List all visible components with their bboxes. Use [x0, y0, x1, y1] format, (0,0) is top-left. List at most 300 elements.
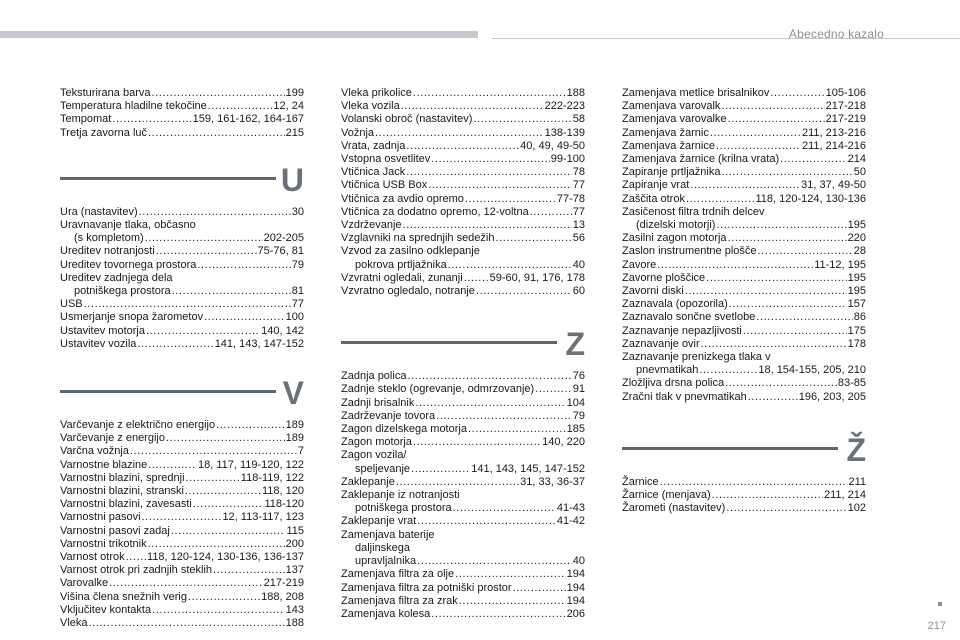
index-entry	[622, 179, 866, 192]
entry-label: Ureditev zadnjega dela	[60, 271, 173, 284]
dot-leader	[139, 206, 291, 219]
dot-leader	[375, 127, 544, 140]
index-entry	[341, 153, 585, 166]
index-entry	[60, 285, 304, 298]
entry-label: Ustavitev vozila	[60, 337, 137, 350]
entry-label: Žarnice	[622, 475, 659, 488]
dot-leader	[428, 179, 572, 192]
index-entry	[60, 272, 304, 285]
index-entry	[60, 498, 304, 511]
entry-label: pokrova prtljažnika	[355, 258, 447, 271]
entry-pages: 141, 143, 147-152	[214, 337, 304, 350]
entry-pages: 140, 142	[261, 324, 304, 337]
dot-leader	[716, 140, 801, 153]
index-entry	[622, 338, 866, 351]
index-entry	[341, 272, 585, 285]
entry-pages: 189	[285, 419, 304, 432]
entry-label: Zamenjava filtra za zrak	[341, 594, 458, 607]
dot-leader	[145, 232, 263, 245]
entry-label: Žarometi (nastavitev)	[622, 502, 726, 515]
index-entry	[622, 113, 866, 126]
entry-label: Zaznavanje nepazljivosti	[622, 324, 742, 337]
entry-label: Vtičnica USB Box	[341, 179, 428, 192]
entry-label: Zamenjava žarnice	[622, 139, 715, 152]
entry-pages: 104	[566, 396, 585, 409]
dot-leader	[770, 87, 824, 100]
dot-leader	[166, 432, 285, 445]
index-entry	[341, 219, 585, 232]
entry-label: Zaščita otrok	[622, 192, 685, 205]
entry-pages: 189	[285, 432, 304, 445]
entry-pages: 188	[566, 87, 585, 99]
entry-pages: 77	[572, 179, 585, 192]
entry-label: Zagon dizelskega motorja	[341, 423, 467, 436]
entry-label: Vzvratni ogledali, zunanji	[341, 271, 463, 284]
index-entry	[341, 608, 585, 621]
dot-leader	[148, 538, 285, 551]
entry-pages: 59-60, 91, 176, 178	[489, 271, 585, 284]
entry-label: Zaznavanje prenizkega tlaka v	[622, 351, 771, 364]
entry-label: Vstopna osvetlitev	[341, 153, 431, 166]
dot-leader	[436, 410, 572, 423]
entry-pages: 7	[297, 445, 304, 458]
entry-label: Zavore	[622, 258, 657, 271]
entry-pages: 220	[847, 232, 866, 245]
entry-label: (dizelski motorji)	[636, 219, 716, 232]
index-entry	[341, 193, 585, 206]
entry-label: Zamenjava metlice brisalnikov	[622, 87, 770, 99]
index-entry	[341, 436, 585, 449]
index-entry	[622, 298, 866, 311]
entry-label: Varnostni blazini, zavesasti	[60, 498, 192, 511]
index-entry	[341, 383, 585, 396]
index-entry	[60, 325, 304, 338]
entry-pages: 194	[566, 594, 585, 607]
dot-leader	[84, 298, 291, 311]
index-entry	[60, 206, 304, 219]
entry-label: upravljalnika	[355, 555, 417, 568]
entry-label: Teksturirana barva	[60, 87, 151, 99]
dot-leader	[413, 436, 541, 449]
entry-pages: 196, 203, 205	[798, 390, 866, 403]
index-entry	[341, 370, 585, 383]
entry-label: Vzdrževanje	[341, 219, 402, 232]
dot-leader	[726, 502, 846, 515]
page-number: 217	[927, 620, 946, 632]
dot-leader	[706, 272, 846, 285]
index-entry	[60, 459, 304, 472]
index-entry	[341, 502, 585, 515]
dot-leader	[725, 377, 837, 390]
entry-pages: 211	[848, 475, 866, 488]
entry-pages: 195	[847, 271, 866, 284]
entry-pages: 31, 33, 36-37	[520, 475, 585, 488]
entry-label: potniškega prostora	[355, 502, 452, 515]
entry-label: Zaklepanje iz notranjosti	[341, 489, 460, 502]
dot-leader	[729, 298, 847, 311]
entry-label: Zagon vozila/	[341, 449, 407, 462]
index-entry	[60, 591, 304, 604]
entry-label: Vtičnica Jack	[341, 166, 406, 179]
entry-label: Zamenjava žarnic	[622, 126, 709, 139]
entry-label: Temperatura hladilne tekočine	[60, 100, 207, 113]
dot-leader	[146, 325, 260, 338]
dot-leader	[130, 445, 297, 458]
index-entry	[622, 272, 866, 285]
index-entry	[622, 206, 866, 219]
dot-leader	[464, 272, 489, 285]
dot-leader	[142, 511, 222, 524]
entry-pages: 77-78	[556, 192, 585, 205]
entry-pages: 214	[847, 153, 866, 166]
index-entry	[60, 298, 304, 311]
entry-label: pnevmatikah	[636, 364, 699, 377]
entries-v	[60, 419, 304, 630]
index-entry	[60, 577, 304, 590]
index-entry	[60, 617, 304, 630]
entry-label: Zamenjava žarnice (krilna vrata)	[622, 153, 780, 166]
entry-pages: 118-120	[264, 498, 304, 511]
section-bar	[622, 447, 838, 450]
index-entry	[622, 377, 866, 390]
entry-label: Višina člena snežnih verig	[60, 590, 187, 603]
index-entry	[622, 166, 866, 179]
dot-leader	[109, 577, 263, 590]
dot-leader	[396, 476, 519, 489]
entries-zh	[622, 476, 866, 516]
dot-leader	[431, 608, 565, 621]
dot-leader	[417, 515, 556, 528]
dot-leader	[406, 140, 519, 153]
entry-pages: 118, 120	[261, 485, 304, 498]
entry-pages: 79	[572, 409, 585, 422]
dot-leader	[468, 423, 566, 436]
index-entry	[60, 338, 304, 351]
entry-label: Zadnja polica	[341, 370, 407, 383]
entry-label: Zadrževanje tovora	[341, 409, 436, 422]
dot-leader	[448, 259, 572, 272]
index-entry	[622, 259, 866, 272]
dot-leader	[403, 219, 572, 232]
index-column-3	[622, 87, 866, 515]
entry-label: Tempomat	[60, 113, 112, 126]
index-entry	[60, 538, 304, 551]
entry-pages: 140, 220	[542, 436, 585, 449]
dot-leader	[197, 259, 290, 272]
dot-leader	[712, 489, 823, 502]
entry-label: Vleka vozila	[341, 100, 400, 113]
index-entry	[622, 285, 866, 298]
entry-label: Vtičnica za dodatno opremo, 12-voltna	[341, 205, 529, 218]
index-entry	[341, 113, 585, 126]
dot-leader	[758, 245, 853, 258]
index-entry	[341, 87, 585, 100]
entry-label: Vzvod za zasilno odklepanje	[341, 245, 480, 258]
entry-pages: 76	[572, 370, 585, 383]
entry-pages: 199	[285, 87, 304, 99]
index-entry	[60, 311, 304, 324]
index-entry	[341, 166, 585, 179]
entry-pages: 81	[291, 285, 304, 298]
entry-label: Zaznavalo sončne svetlobe	[622, 311, 756, 324]
entry-label: Zasilni zagon motorja	[622, 232, 727, 245]
index-entry	[60, 445, 304, 458]
entry-label: Varčevanje z električno energijo	[60, 419, 216, 432]
index-entry	[622, 127, 866, 140]
dot-leader	[756, 311, 852, 324]
section-bar	[60, 390, 276, 393]
dot-leader	[513, 582, 566, 595]
entry-label: Zadnji brisalnik	[341, 396, 415, 409]
entry-label: Zadnje steklo (ogrevanje, odmrzovanje)	[341, 383, 535, 396]
dot-leader	[126, 551, 146, 564]
index-entry	[60, 113, 304, 126]
entry-pages: 77	[572, 205, 585, 218]
dot-leader	[690, 179, 800, 192]
page-title: Abecedno kazalo	[788, 27, 884, 41]
dot-leader	[193, 498, 264, 511]
entry-label: (s kompletom)	[74, 232, 144, 245]
entry-label: Varčevanje z energijo	[60, 432, 165, 445]
dot-leader	[148, 127, 285, 140]
dot-leader	[748, 391, 798, 404]
index-entry	[60, 87, 304, 100]
entry-pages: 195	[847, 219, 866, 232]
entry-pages: 141, 143, 145, 147-152	[471, 462, 585, 475]
entry-label: Zamenjava kolesa	[341, 607, 431, 620]
index-entry	[60, 432, 304, 445]
dot-leader	[411, 463, 470, 476]
dot-leader	[455, 568, 566, 581]
index-entry	[622, 476, 866, 489]
dot-leader	[465, 193, 556, 206]
section-bar	[341, 341, 557, 344]
dot-leader	[204, 311, 285, 324]
entry-label: Vožnja	[341, 126, 375, 139]
entry-label: Varnostni pasovi zadaj	[60, 524, 170, 537]
dot-leader	[415, 397, 565, 410]
entry-pages: 105-106	[825, 87, 866, 99]
entry-pages: 100	[285, 311, 304, 324]
dot-leader	[699, 364, 757, 377]
dot-leader	[185, 485, 261, 498]
entry-label: Vzvratno ogledalo, notranje	[341, 285, 475, 298]
entry-label: Varčna vožnja	[60, 445, 129, 458]
entry-pages: 56	[572, 232, 585, 245]
dot-leader	[407, 370, 571, 383]
dot-leader	[171, 525, 286, 538]
entry-label: Ura (nastavitev)	[60, 205, 138, 218]
entry-pages: 217-218	[825, 100, 866, 113]
index-entry	[341, 423, 585, 436]
index-entry	[60, 219, 304, 232]
entry-pages: 188	[285, 617, 304, 630]
entry-label: Zagon motorja	[341, 436, 412, 449]
entry-pages: 28	[853, 245, 866, 258]
entry-label: Zamenjava filtra za potniški prostor	[341, 581, 512, 594]
dot-leader	[431, 153, 549, 166]
dot-leader	[89, 617, 285, 630]
entry-pages: 195	[847, 285, 866, 298]
index-entry	[622, 325, 866, 338]
index-entry	[622, 311, 866, 324]
index-entry	[622, 245, 866, 258]
entry-label: Uravnavanje tlaka, občasno	[60, 219, 196, 232]
entry-pages: 222-223	[544, 100, 585, 113]
entry-label: Varovalke	[60, 577, 109, 590]
dot-leader	[172, 285, 291, 298]
entry-label: Vleka	[60, 617, 88, 630]
entry-pages: 91	[572, 383, 585, 396]
index-entry	[622, 100, 866, 113]
entry-label: Varnostni pasovi	[60, 511, 141, 524]
entry-label: Volanski obroč (nastavitev)	[341, 113, 473, 126]
entry-label: USB	[60, 298, 83, 311]
dot-leader	[406, 166, 572, 179]
dot-leader	[459, 595, 566, 608]
entry-pages: 79	[291, 258, 304, 271]
entry-pages: 185	[566, 423, 585, 436]
entry-pages: 211, 214-216	[801, 139, 866, 152]
index-entry	[341, 100, 585, 113]
index-entry	[341, 476, 585, 489]
entry-pages: 58	[572, 113, 585, 126]
dot-leader	[156, 245, 257, 258]
dot-leader	[413, 87, 566, 100]
entry-label: Vleka prikolice	[341, 87, 412, 99]
entries-z-cont	[622, 87, 866, 404]
dot-leader	[780, 153, 847, 166]
dot-leader	[721, 100, 824, 113]
entry-label: Zračni tlak v pnevmatikah	[622, 390, 747, 403]
dot-leader	[716, 219, 846, 232]
index-entry	[60, 419, 304, 432]
entry-label: potniškega prostora	[74, 285, 171, 298]
index-entry	[622, 364, 866, 377]
entry-pages: 41-42	[556, 515, 585, 528]
index-entry	[60, 127, 304, 140]
entry-label: Tretja zavorna luč	[60, 126, 148, 139]
dot-leader	[701, 338, 847, 351]
entry-pages: 194	[566, 581, 585, 594]
entry-pages: 202-205	[263, 232, 304, 245]
entry-pages: 211, 214	[823, 489, 866, 502]
index-column-1	[60, 87, 304, 630]
index-entry	[60, 564, 304, 577]
dot-leader	[686, 193, 755, 206]
dot-leader	[188, 591, 260, 604]
index-entry	[622, 153, 866, 166]
entry-label: Zapiranje prtljažnika	[622, 166, 721, 179]
entry-pages: 215	[285, 126, 304, 139]
entry-pages: 11-12, 195	[814, 258, 866, 271]
index-entry	[341, 463, 585, 476]
index-entry	[60, 604, 304, 617]
entry-pages: 13	[572, 219, 585, 232]
dot-leader	[401, 100, 544, 113]
page-marker	[938, 602, 942, 606]
index-entry	[341, 285, 585, 298]
entry-label: Varnost otrok	[60, 551, 125, 564]
dot-leader	[657, 259, 813, 272]
index-entry	[341, 140, 585, 153]
entry-pages: 41-43	[556, 502, 585, 515]
entry-pages: 18, 154-155, 205, 210	[758, 364, 866, 377]
entry-pages: 83-85	[837, 377, 866, 390]
entry-label: Zaklepanje	[341, 475, 395, 488]
index-entry	[60, 525, 304, 538]
dot-leader	[186, 472, 240, 485]
dot-leader	[476, 285, 572, 298]
entry-pages: 75-76, 81	[257, 245, 304, 258]
index-entry	[622, 87, 866, 100]
dot-leader	[743, 325, 847, 338]
section-letter-z: Z	[565, 326, 585, 363]
entry-pages: 40	[572, 258, 585, 271]
entries-z	[341, 370, 585, 621]
dot-leader	[417, 555, 572, 568]
entry-pages: 118, 120-124, 130-136	[755, 192, 866, 205]
entry-pages: 175	[847, 324, 866, 337]
section-letter-zh: Ž	[846, 431, 866, 468]
dot-leader	[721, 166, 852, 179]
index-entry	[341, 259, 585, 272]
index-entry	[622, 489, 866, 502]
index-entry	[341, 595, 585, 608]
entry-pages: 211, 213-216	[801, 126, 866, 139]
entry-label: Zaslon instrumentne plošče	[622, 245, 757, 258]
section-bar	[60, 177, 276, 180]
entry-pages: 159, 161-162, 164-167	[192, 113, 304, 126]
index-entry	[341, 245, 585, 258]
dot-leader	[535, 383, 572, 396]
dot-leader	[685, 285, 847, 298]
entry-label: Zamenjava varovalke	[622, 113, 727, 126]
index-entry	[341, 555, 585, 568]
entry-pages: 143	[285, 603, 304, 616]
entry-pages: 194	[566, 568, 585, 581]
index-entry	[60, 259, 304, 272]
entry-pages: 31, 37, 49-50	[801, 179, 866, 192]
entry-label: daljinskega	[355, 541, 411, 554]
entry-label: Vzglavniki na sprednjih sedežih	[341, 232, 495, 245]
entry-pages: 138-139	[544, 126, 585, 139]
index-entry	[341, 542, 585, 555]
index-entry	[60, 485, 304, 498]
dot-leader	[473, 113, 571, 126]
dot-leader	[453, 502, 556, 515]
dot-leader	[213, 564, 285, 577]
entry-label: Zamenjava filtra za olje	[341, 568, 455, 581]
index-entry	[622, 232, 866, 245]
entry-pages: 200	[285, 537, 304, 550]
entry-pages: 50	[853, 166, 866, 179]
index-entry	[622, 219, 866, 232]
entry-pages: 77	[291, 298, 304, 311]
entry-pages: 60	[572, 285, 585, 298]
index-entry	[60, 511, 304, 524]
entry-pages: 217-219	[263, 577, 304, 590]
index-entry	[341, 529, 585, 542]
index-entry	[341, 206, 585, 219]
index-entry	[341, 515, 585, 528]
entry-label: Varnostne blazine	[60, 458, 148, 471]
index-entry	[341, 232, 585, 245]
index-entry	[622, 391, 866, 404]
index-entry	[60, 551, 304, 564]
section-head-u	[60, 161, 304, 198]
header-rule	[492, 38, 960, 39]
